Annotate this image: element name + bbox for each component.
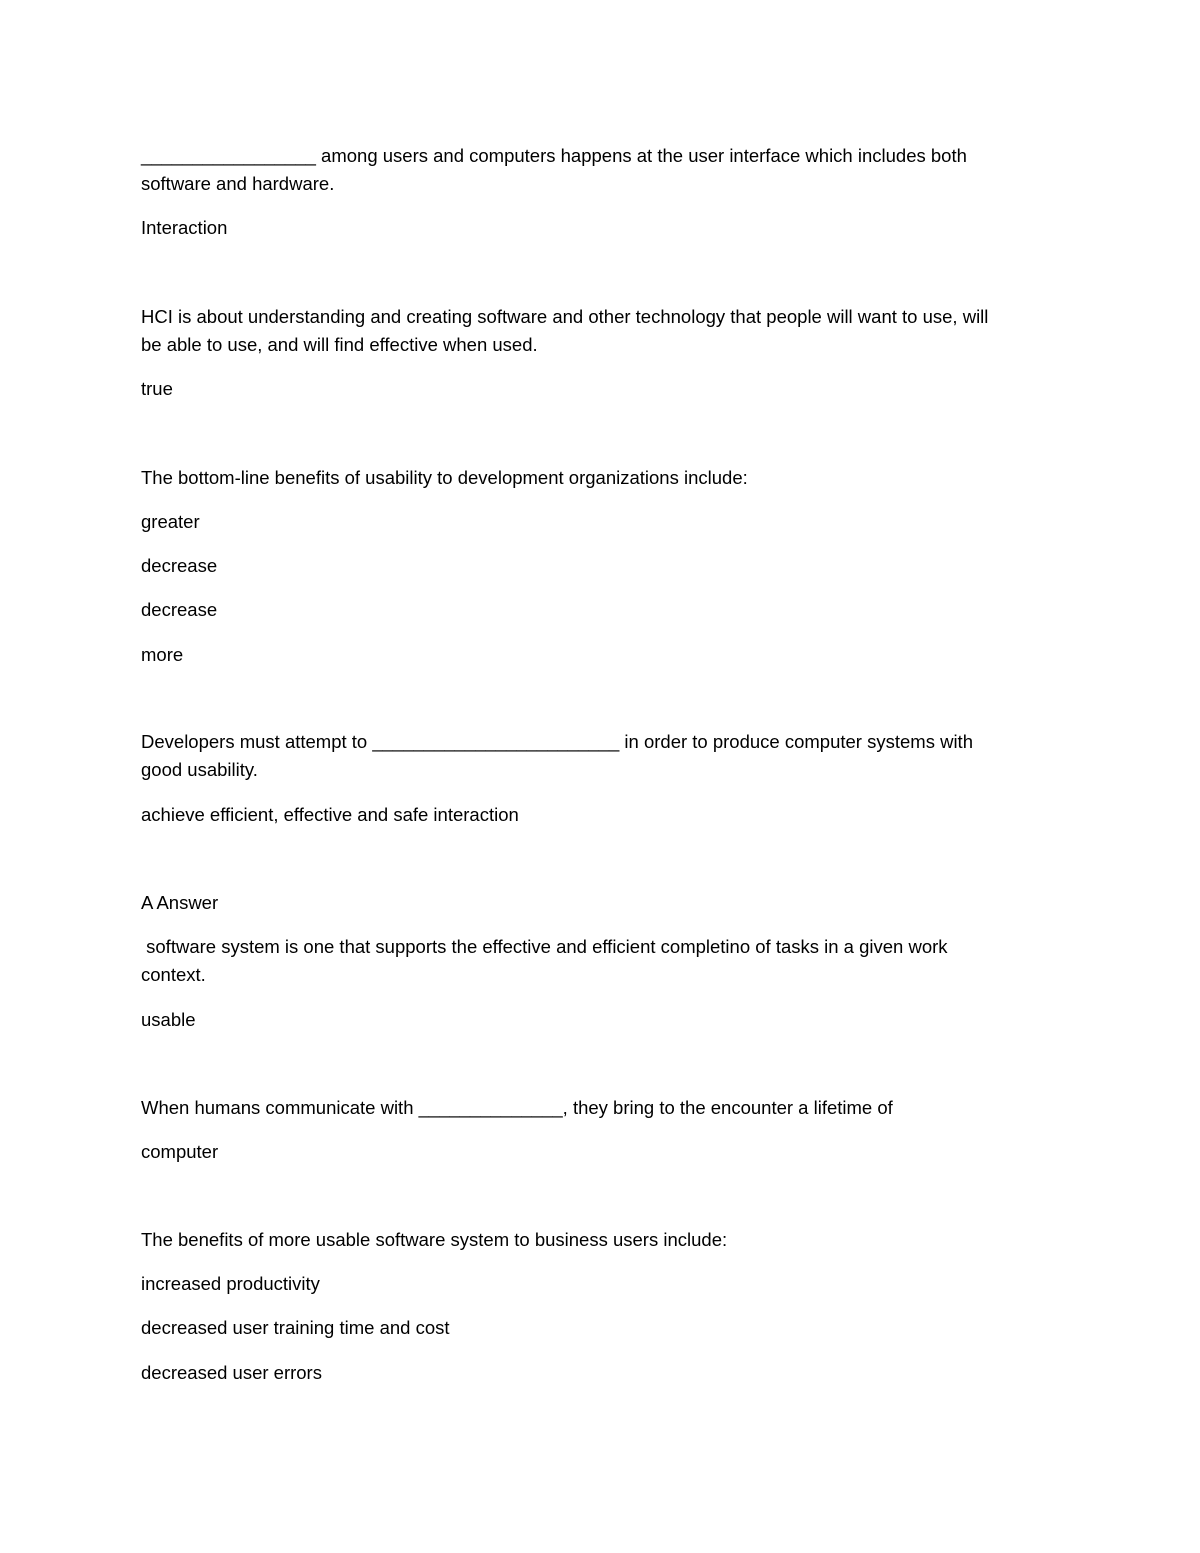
question-5-line-2: software system is one that supports the effective and efficient completino of tasks in a given work — [141, 936, 948, 957]
question-5-line-1: A Answer — [141, 892, 219, 913]
answer-5: usable — [141, 1009, 196, 1030]
answer-3-item-2: decrease — [141, 555, 218, 576]
answer-7-item-1: increased productivity — [141, 1273, 320, 1294]
answer-2: true — [141, 378, 173, 399]
answer-6: computer — [141, 1141, 219, 1162]
answer-3-item-1: greater — [141, 511, 200, 532]
question-1-line-1: _________________ among users and computers happens at the user interface which includes both — [141, 145, 967, 166]
answer-1: Interaction — [141, 217, 228, 238]
answer-3-item-4: more — [141, 644, 184, 665]
question-5-line-3: context. — [141, 964, 206, 985]
answer-3-item-3: decrease — [141, 599, 218, 620]
question-4-line-1: Developers must attempt to ________________________ in order to produce computer systems with — [141, 731, 973, 752]
question-1-line-2: software and hardware. — [141, 173, 335, 194]
answer-7-item-2: decreased user training time and cost — [141, 1317, 450, 1338]
question-4-line-2: good usability. — [141, 759, 258, 780]
question-3-line-1: The bottom-line benefits of usability to development organizations include: — [141, 467, 748, 488]
question-7-line-1: The benefits of more usable software system to business users include: — [141, 1229, 728, 1250]
question-2-line-1: HCI is about understanding and creating software and other technology that people will want to use, will — [141, 306, 989, 327]
question-6-line-1: When humans communicate with ______________, they bring to the encounter a lifetime of — [141, 1097, 893, 1118]
question-2-line-2: be able to use, and will find effective when used. — [141, 334, 538, 355]
answer-7-item-3: decreased user errors — [141, 1362, 322, 1383]
answer-4: achieve efficient, effective and safe interaction — [141, 804, 519, 825]
